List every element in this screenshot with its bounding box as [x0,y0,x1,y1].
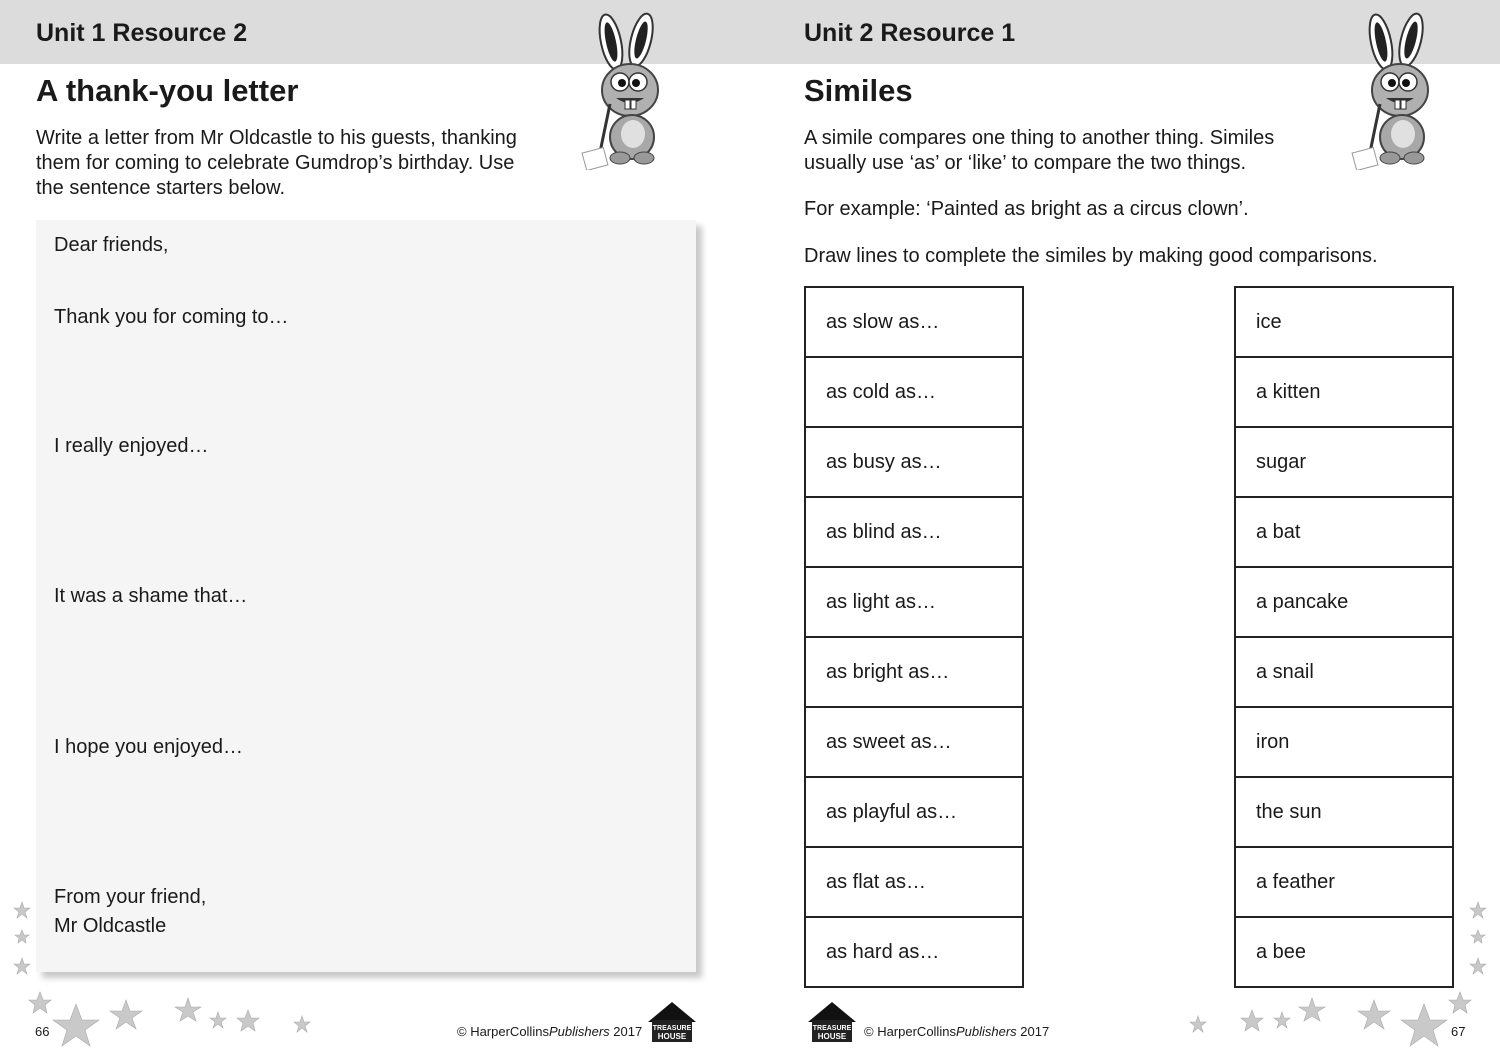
simile-starter-cell[interactable]: as playful as… [806,778,1022,848]
simile-ending-cell[interactable]: a feather [1236,848,1452,918]
letter-greeting: Dear friends, [54,234,169,256]
right-page [750,0,1500,1061]
simile-starter-cell[interactable]: as blind as… [806,498,1022,568]
intro-line-1: A simile compares one thing to another thing. Similes [804,127,1275,149]
rabbit-mascot-icon [1348,12,1443,170]
simile-endings-column [1234,286,1454,988]
letter-signature: Mr Oldcastle [54,915,167,937]
unit-title: Unit 2 Resource 1 [804,19,1016,47]
star-icon [1170,900,1490,1050]
simile-ending-cell[interactable]: the sun [1236,778,1452,848]
letter-box [36,220,696,972]
letter-starter: I hope you enjoyed… [54,736,244,758]
simile-starter-cell[interactable]: as bright as… [806,638,1022,708]
copyright: © HarperCollinsPublishers 2017 [864,1024,1050,1039]
example-text: For example: ‘Painted as bright as a circus clown’. [804,198,1249,220]
svg-text:TREASURE: TREASURE [652,1025,692,1032]
letter-starter: I really enjoyed… [54,435,209,457]
simile-ending-cell[interactable]: a pancake [1236,568,1452,638]
svg-text:HOUSE: HOUSE [817,1032,847,1041]
instructions-line-3: the sentence starters below. [36,177,286,199]
intro-line-2: usually use ‘as’ or ‘like’ to compare the two things. [804,152,1247,174]
letter-starter: Thank you for coming to… [54,306,289,328]
simile-starters-column [804,286,1024,988]
instructions-line-2: them for coming to celebrate Gumdrop’s birthday. Use [36,152,515,174]
page-title: A thank-you letter [36,73,299,108]
star-icon [10,900,330,1050]
simile-ending-cell[interactable]: a bee [1236,918,1452,988]
letter-signoff: From your friend, [54,886,207,908]
svg-text:HOUSE: HOUSE [657,1032,687,1041]
simile-ending-cell[interactable]: iron [1236,708,1452,778]
treasure-house-logo-icon [806,1000,858,1044]
unit-title: Unit 1 Resource 2 [36,19,248,47]
simile-starter-cell[interactable]: as sweet as… [806,708,1022,778]
simile-starter-cell[interactable]: as hard as… [806,918,1022,988]
page-title: Similes [804,73,913,108]
instructions-line-1: Write a letter from Mr Oldcastle to his guests, thanking [36,127,517,149]
simile-starter-cell[interactable]: as flat as… [806,848,1022,918]
letter-starter: It was a shame that… [54,585,248,607]
page-number: 66 [35,1024,50,1039]
simile-ending-cell[interactable]: a kitten [1236,358,1452,428]
simile-ending-cell[interactable]: a snail [1236,638,1452,708]
simile-starter-cell[interactable]: as light as… [806,568,1022,638]
treasure-house-logo-icon [646,1000,698,1044]
simile-ending-cell[interactable]: a bat [1236,498,1452,568]
simile-starter-cell[interactable]: as slow as… [806,288,1022,358]
page-number: 67 [1451,1024,1466,1039]
svg-text:TREASURE: TREASURE [812,1025,852,1032]
simile-ending-cell[interactable]: sugar [1236,428,1452,498]
rabbit-mascot-icon [578,12,673,170]
instruction-text: Draw lines to complete the similes by making good comparisons. [804,245,1378,267]
simile-starter-cell[interactable]: as cold as… [806,358,1022,428]
copyright: © HarperCollinsPublishers 2017 [457,1024,643,1039]
simile-starter-cell[interactable]: as busy as… [806,428,1022,498]
simile-ending-cell[interactable]: ice [1236,288,1452,358]
